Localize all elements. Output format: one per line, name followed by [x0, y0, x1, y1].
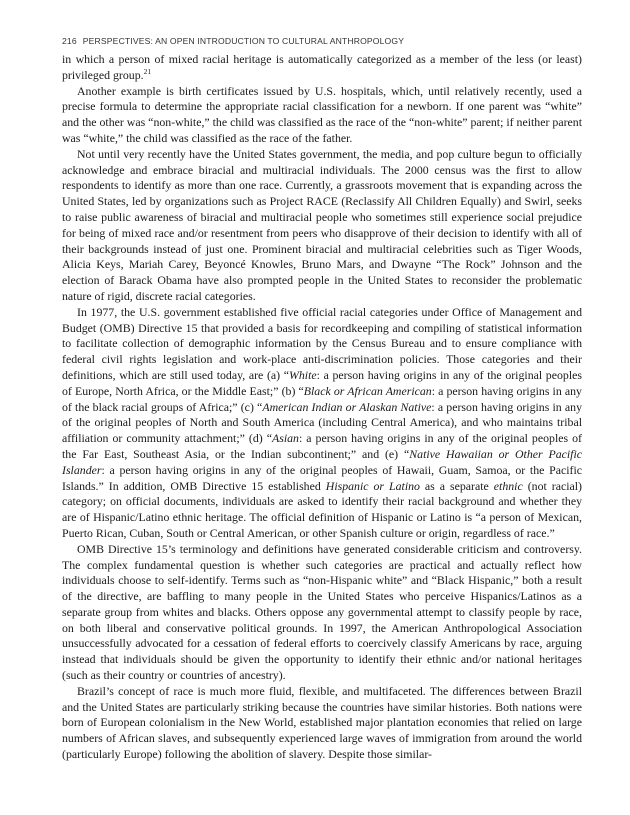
page [62, 36, 582, 763]
running-header [62, 36, 582, 46]
term-ethnic: ethnic [493, 478, 523, 493]
p4-segment-8: (not racial) category; on official documents, individuals are asked to identify their racial background and whether they are of Hispanic/Latino ethnic heritage. The official definition of Hispanic or Latino is “a person of Mexican, Puerto Rican, Cuban, South or Central American, or other Spanish culture or origin, regardless of race.” [62, 478, 583, 540]
paragraph-3: Not until very recently have the United States government, the media, and pop culture begun to officially acknowledge and embrace biracial and multiracial individuals. The 2000 census was the first to allow respondents to identify as more than one race. Currently, a grassroots movement that is expanding across the United States, led by organizations such as Project RACE (Reclassify All Children Equally) and Swirl, seeks to raise public awareness of biracial and multiracial people who sometimes still experience social prejudice for being of mixed race and/or resentment from peers who disapprove of their decision to identify with all of their backgrounds instead of just one. Prominent biracial and multiracial celebrities such as Tiger Woods, Alicia Keys, Mariah Carey, Beyoncé Knowles, Bruno Mars, and Dwayne “The Rock” Johnson and the election of Barack Obama have also prompted people in the United States to reconsider the problematic nature of rigid, discrete racial categories. [62, 146, 582, 303]
p4-segment-4: : a person having origins in any of the original peoples of North and South America (including Central America), and who maintains tribal affiliation or community attachment;” (d) “ [62, 399, 583, 446]
term-asian: Asian [271, 431, 299, 446]
running-title: PERSPECTIVES: AN OPEN INTRODUCTION TO CULTURAL ANTHROPOLOGY [82, 36, 405, 46]
term-white: White [289, 367, 317, 382]
p4-segment-3: : a person having origins in any of the black racial groups of Africa;” (c) “ [62, 383, 582, 414]
body-text [62, 52, 582, 763]
paragraph-1-text: in which a person of mixed racial heritage is automatically categorized as a member of the less (or least) privileged group. [62, 52, 582, 82]
term-black: Black or African American [303, 383, 432, 398]
page-number: 216 [62, 36, 77, 46]
term-pacific-islander: Native Hawaiian or Other Pacific Islander [62, 446, 583, 477]
paragraph-2: Another example is birth certificates issued by U.S. hospitals, which, until relatively recently, used a precise formula to determine the appropriate racial classification for a newborn. If one parent was “white” and the other was “non-white,” the child was classified as the race of the “non-white” parent; if neither parent was “white,” the child was classified as the race of the father. [62, 83, 582, 145]
paragraph-4 [62, 305, 582, 542]
footnote-ref[interactable]: 21 [143, 66, 152, 76]
p4-segment-7: as a separate [419, 478, 494, 493]
p4-segment-1: In 1977, the U.S. government established five official racial categories under Office of Management and Budget (OMB) Directive 15 that provided a basis for recordkeeping and compiling of statistical information to facilitate collection of demographic information by the Census Bureau and to ensure compliance with federal civil rights legislation and work-place anti-discrimination policies. Those categories and their definitions, which are still used today, are (a) “ [62, 304, 582, 382]
term-american-indian: American Indian or Alaskan Native [262, 399, 432, 414]
paragraph-6: Brazil’s concept of race is much more fluid, flexible, and multifaceted. The differences between Brazil and the United States are particularly striking because the countries have similar histories. Both nations were born of European colonialism in the New World, established major plantation economies that relied on large numbers of African slaves, and subsequently experienced large waves of immigration from around the world (particularly Europe) following the abolition of slavery. Despite those similar- [62, 683, 582, 762]
paragraph-5: OMB Directive 15’s terminology and definitions have generated considerable criticism and controversy. The complex fundamental question is whether such categories are practical and actually reflect how individuals choose to self-identify. Terms such as “non-Hispanic white” and “Black Hispanic,” both a result of the directive, are baffling to many people in the United States who perceive Hispanics/Latinos as a separate group from whites and blacks. Others oppose any governmental attempt to classify people by race, on both liberal and conservative political grounds. In 1997, the American Anthropological Association unsuccessfully advocated for a cessation of federal efforts to coercively classify Americans by race, arguing instead that individuals should be given the opportunity to identify their ethnic and/or national heritages (such as their country or countries of ancestry). [62, 541, 582, 683]
p4-segment-6: : a person having origins in any of the original peoples of Hawaii, Guam, Samoa, or the Pacific Islands.” In addition, OMB Directive 15 established [62, 462, 582, 493]
p4-segment-2: : a person having origins in any of the original peoples of Europe, North Africa, or the Middle East;” (b) “ [62, 367, 582, 398]
p4-segment-5: : a person having origins in any of the original peoples of the Far East, Southeast Asia, or the Indian subcontinent;” and (e) “ [62, 431, 582, 461]
paragraph-1 [62, 52, 582, 84]
term-hispanic-latino: Hispanic or Latino [325, 478, 420, 493]
